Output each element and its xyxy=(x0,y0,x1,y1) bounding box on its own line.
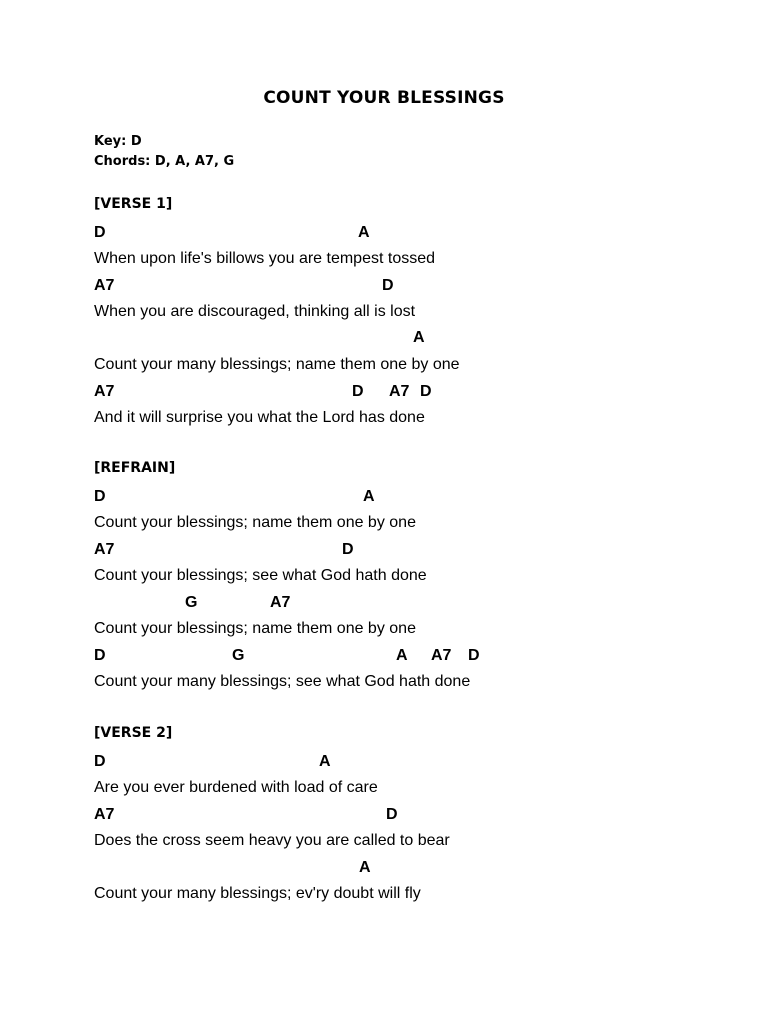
chord: D xyxy=(382,277,394,294)
chord: A xyxy=(396,647,408,664)
chord: D xyxy=(94,488,106,505)
lyric-line: Count your many blessings; ev'ry doubt will fly xyxy=(94,885,421,902)
chord: A7 xyxy=(389,383,410,400)
section-label-refrain: [REFRAIN] xyxy=(94,460,176,476)
chord-line xyxy=(94,594,694,614)
chord: A7 xyxy=(94,277,115,294)
chord-line xyxy=(94,277,694,297)
chord: D xyxy=(468,647,480,664)
chord-line xyxy=(94,541,694,561)
chord-line xyxy=(94,329,694,349)
lyric-line: When upon life's billows you are tempest tossed xyxy=(94,250,436,267)
chord: G xyxy=(185,594,198,611)
chord: A7 xyxy=(94,541,115,558)
lyric-line: Count your blessings; name them one by one xyxy=(94,514,416,531)
chord: D xyxy=(352,383,364,400)
chord: A xyxy=(358,224,370,241)
chord: A xyxy=(363,488,375,505)
lyric-line: Count your blessings; see what God hath done xyxy=(94,567,427,584)
chord: A xyxy=(413,329,425,346)
chord-line xyxy=(94,224,694,244)
lyric-line: When you are discouraged, thinking all is lost xyxy=(94,303,416,320)
chord: A7 xyxy=(431,647,452,664)
chord-line xyxy=(94,806,694,826)
chord: D xyxy=(420,383,432,400)
lyric-line: Does the cross seem heavy you are called to bear xyxy=(94,832,450,849)
section-label-verse-2: [VERSE 2] xyxy=(94,725,173,741)
key-line: Key: D xyxy=(94,134,142,149)
lyric-line: Are you ever burdened with load of care xyxy=(94,779,378,796)
song-title: COUNT YOUR BLESSINGS xyxy=(263,88,505,108)
lyric-line: Count your blessings; name them one by one xyxy=(94,620,416,637)
chord: D xyxy=(94,224,106,241)
chord: D xyxy=(342,541,354,558)
chords-summary-line: Chords: D, A, A7, G xyxy=(94,154,235,169)
chord: A7 xyxy=(94,806,115,823)
chord-line xyxy=(94,859,694,879)
section-label-verse-1: [VERSE 1] xyxy=(94,196,173,212)
chord: A7 xyxy=(270,594,291,611)
lyric-line: Count your many blessings; see what God hath done xyxy=(94,673,471,690)
chord-line xyxy=(94,488,694,508)
lyric-line: Count your many blessings; name them one by one xyxy=(94,356,460,373)
chord-line xyxy=(94,647,694,667)
chord-line xyxy=(94,753,694,773)
chord: D xyxy=(94,753,106,770)
chord: A xyxy=(319,753,331,770)
chord: A xyxy=(359,859,371,876)
lyric-line: And it will surprise you what the Lord has done xyxy=(94,409,425,426)
chord: A7 xyxy=(94,383,115,400)
chord-line xyxy=(94,383,694,403)
chord: G xyxy=(232,647,245,664)
chord: D xyxy=(94,647,106,664)
chord: D xyxy=(386,806,398,823)
